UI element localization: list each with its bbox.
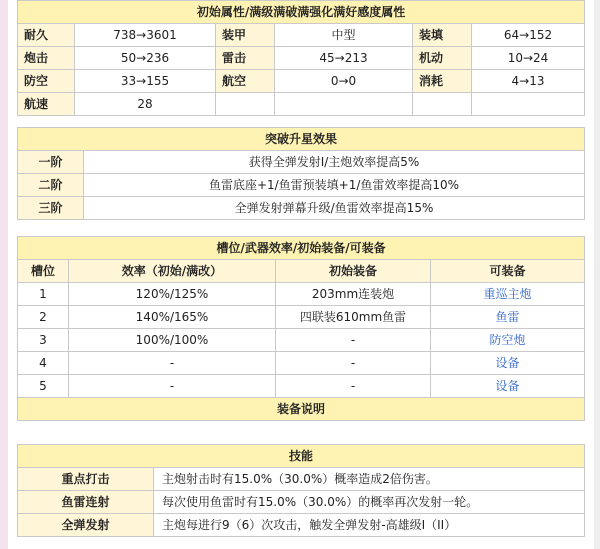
slot-initial-equipment: 203mm连装炮 [276, 283, 431, 306]
slot-efficiency: - [69, 375, 276, 398]
slot-efficiency: 100%/100% [69, 329, 276, 352]
left-page-strip [0, 0, 8, 549]
table-row [18, 375, 585, 398]
slot-equippable-link[interactable]: 设备 [431, 352, 585, 375]
table-row [18, 151, 585, 174]
stage-label: 二阶 [18, 174, 84, 197]
attr-label: 装填 [413, 24, 472, 47]
attr-value: 33→155 [75, 70, 216, 93]
attr-label: 装甲 [216, 24, 275, 47]
attr-label: 消耗 [413, 70, 472, 93]
slot-number: 1 [18, 283, 69, 306]
attr-label: 炮击 [18, 47, 75, 70]
skill-name: 重点打击 [18, 468, 154, 491]
stage-effect: 全弹发射弹幕升级/鱼雷效率提高15% [84, 197, 585, 220]
table-row [18, 197, 585, 220]
attr-label: 机动 [413, 47, 472, 70]
slot-equippable-link[interactable]: 重巡主炮 [431, 283, 585, 306]
attr-value: 50→236 [75, 47, 216, 70]
attr-value: 45→213 [275, 47, 413, 70]
table-row [18, 283, 585, 306]
attributes-table [17, 0, 585, 116]
stage-effect: 鱼雷底座+1/鱼雷预装填+1/鱼雷效率提高10% [84, 174, 585, 197]
table-header-row [18, 260, 585, 283]
slot-initial-equipment: - [276, 329, 431, 352]
attr-value: 28 [75, 93, 216, 116]
attr-value: 4→13 [472, 70, 585, 93]
attr-value: 738→3601 [75, 24, 216, 47]
attr-value: 10→24 [472, 47, 585, 70]
column-header: 初始装备 [276, 260, 431, 283]
table-row [18, 93, 585, 116]
column-header: 槽位 [18, 260, 69, 283]
stage-label: 一阶 [18, 151, 84, 174]
slot-efficiency: 140%/165% [69, 306, 276, 329]
slot-efficiency: 120%/125% [69, 283, 276, 306]
stage-label: 三阶 [18, 197, 84, 220]
breakthrough-title: 突破升星效果 [18, 128, 585, 151]
attr-label: 航速 [18, 93, 75, 116]
table-row [18, 70, 585, 93]
table-row [18, 352, 585, 375]
slot-number: 4 [18, 352, 69, 375]
attr-label: 防空 [18, 70, 75, 93]
attr-value: 64→152 [472, 24, 585, 47]
slots-title: 槽位/武器效率/初始装备/可装备 [18, 237, 585, 260]
empty-cell [413, 93, 472, 116]
slot-number: 3 [18, 329, 69, 352]
slot-number: 2 [18, 306, 69, 329]
attr-value: 中型 [275, 24, 413, 47]
slot-number: 5 [18, 375, 69, 398]
empty-cell [275, 93, 413, 116]
table-row [18, 24, 585, 47]
right-page-strip [594, 0, 600, 549]
empty-cell [472, 93, 585, 116]
skill-name: 全弹发射 [18, 514, 154, 537]
table-row [18, 514, 585, 537]
table-row [18, 47, 585, 70]
attr-label: 航空 [216, 70, 275, 93]
attr-value: 0→0 [275, 70, 413, 93]
skills-title: 技能 [18, 445, 585, 468]
column-header: 效率（初始/满改） [69, 260, 276, 283]
empty-cell [216, 93, 275, 116]
attributes-title: 初始属性/满级满破满强化满好感度属性 [18, 1, 585, 24]
skill-name: 鱼雷连射 [18, 491, 154, 514]
table-row [18, 329, 585, 352]
table-row [18, 174, 585, 197]
slot-initial-equipment: - [276, 375, 431, 398]
equipment-notes-title: 装备说明 [18, 398, 585, 421]
skill-description: 每次使用鱼雷时有15.0%（30.0%）的概率再次发射一轮。 [154, 491, 585, 514]
table-row [18, 306, 585, 329]
slot-initial-equipment: - [276, 352, 431, 375]
skill-description: 主炮每进行9（6）次攻击，触发全弹发射-高雄级I（II） [154, 514, 585, 537]
slot-equippable-link[interactable]: 鱼雷 [431, 306, 585, 329]
slots-table [17, 236, 585, 421]
slot-efficiency: - [69, 352, 276, 375]
table-row [18, 491, 585, 514]
table-row [18, 468, 585, 491]
stage-effect: 获得全弹发射I/主炮效率提高5% [84, 151, 585, 174]
breakthrough-table [17, 127, 585, 220]
slot-equippable-link[interactable]: 防空炮 [431, 329, 585, 352]
attr-label: 耐久 [18, 24, 75, 47]
slot-equippable-link[interactable]: 设备 [431, 375, 585, 398]
attr-label: 雷击 [216, 47, 275, 70]
slot-initial-equipment: 四联装610mm鱼雷 [276, 306, 431, 329]
skill-description: 主炮射击时有15.0%（30.0%）概率造成2倍伤害。 [154, 468, 585, 491]
skills-table [17, 444, 585, 537]
column-header: 可装备 [431, 260, 585, 283]
